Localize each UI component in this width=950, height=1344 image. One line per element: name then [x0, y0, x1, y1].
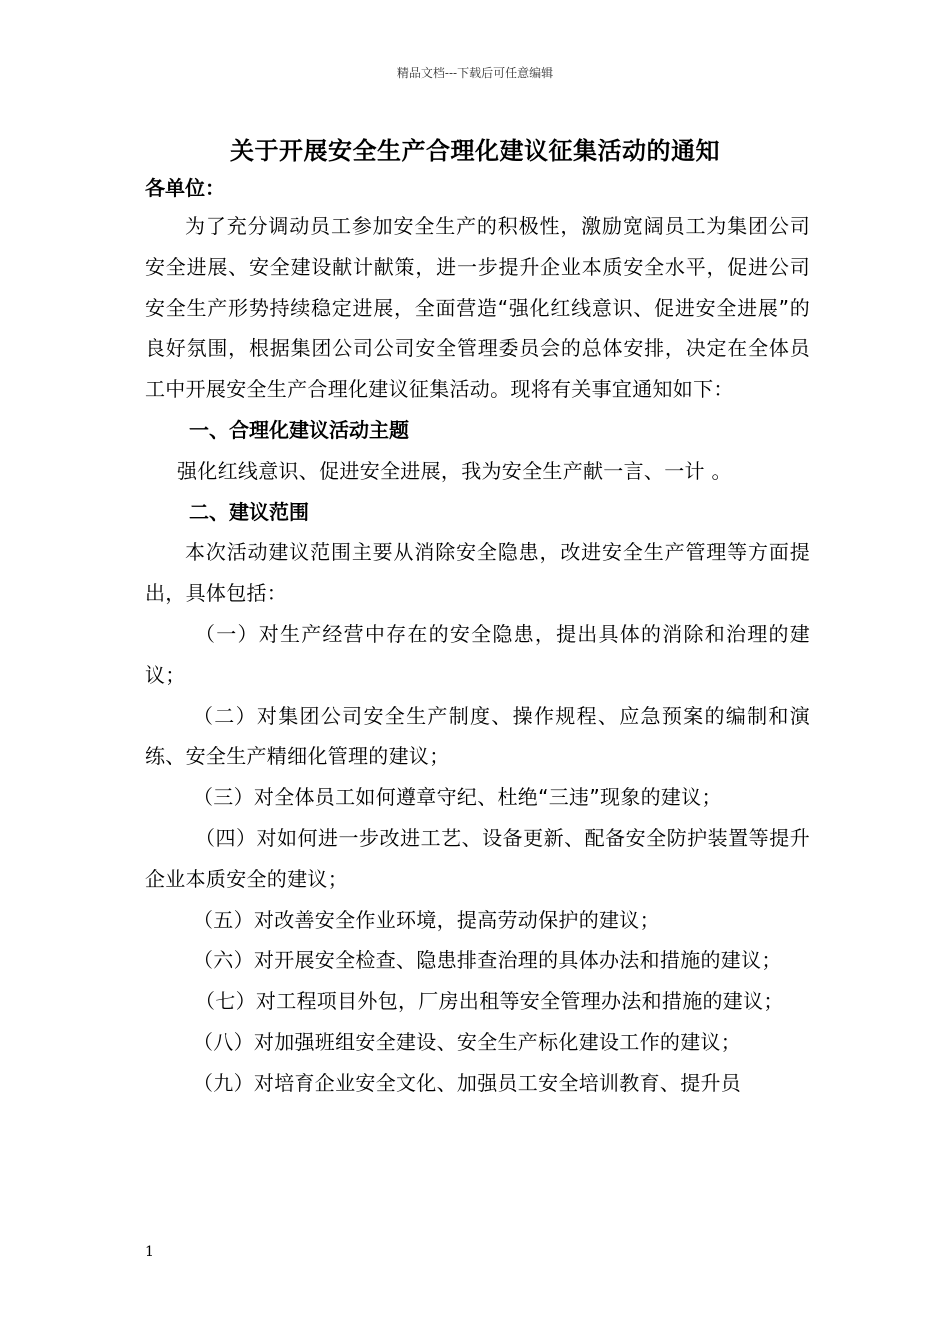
scope-item-4: （四）对如何进一步改进工艺、设备更新、配备安全防护装置等提升企业本质安全的建议； — [145, 825, 810, 891]
scope-item-6: （六）对开展安全检查、隐患排查治理的具体办法和措施的建议； — [193, 948, 782, 973]
scope-item-2: （二）对集团公司安全生产制度、操作规程、应急预案的编制和演练、安全生产精细化管理的建议； — [145, 703, 810, 769]
header-note: 精品文档---下载后可任意编辑 — [396, 66, 554, 80]
document-title: 关于开展安全生产合理化建议征集活动的通知 — [230, 136, 720, 165]
section-heading-scope: 二、建议范围 — [189, 499, 309, 524]
scope-item-1: （一）对生产经营中存在的安全隐患，提出具体的消除和治理的建议； — [145, 621, 810, 687]
scope-item-5: （五）对改善安全作业环境，提高劳动保护的建议； — [193, 907, 660, 932]
section-heading-theme: 一、合理化建议活动主题 — [189, 417, 409, 442]
scope-item-3: （三）对全体员工如何遵章守纪、杜绝“三违”现象的建议； — [193, 785, 722, 810]
scope-paragraph: 本次活动建议范围主要从消除安全隐患，改进安全生产管理等方面提出，具体包括： — [145, 540, 810, 606]
scope-item-8: （八）对加强班组安全建设、安全生产标化建设工作的建议； — [193, 1029, 742, 1054]
page-number: 1 — [145, 1244, 154, 1260]
document-body — [145, 170, 810, 1104]
theme-paragraph: 强化红线意识、促进安全进展，我为安全生产献一言、一计 。 — [177, 458, 732, 483]
salutation: 各单位： — [145, 176, 225, 200]
scope-item-9: （九）对培育企业安全文化、加强员工安全培训教育、提升员 — [193, 1070, 742, 1095]
scope-item-7: （七）对工程项目外包，厂房出租等安全管理办法和措施的建议； — [195, 989, 784, 1014]
intro-paragraph: 为了充分调动员工参加安全生产的积极性，激励宽阔员工为集团公司安全进展、安全建设献计献策，进一步提升企业本质安全水平，促进公司安全生产形势持续稳定进展，全面营造“强化红线意识、促进安全进展”的良好氛围，根据集团公司公司安全管理委员会的总体安排，决定在全体员工中开展安全生产合理化建议征集活动。现将有关事宜通知如下： — [145, 214, 810, 402]
